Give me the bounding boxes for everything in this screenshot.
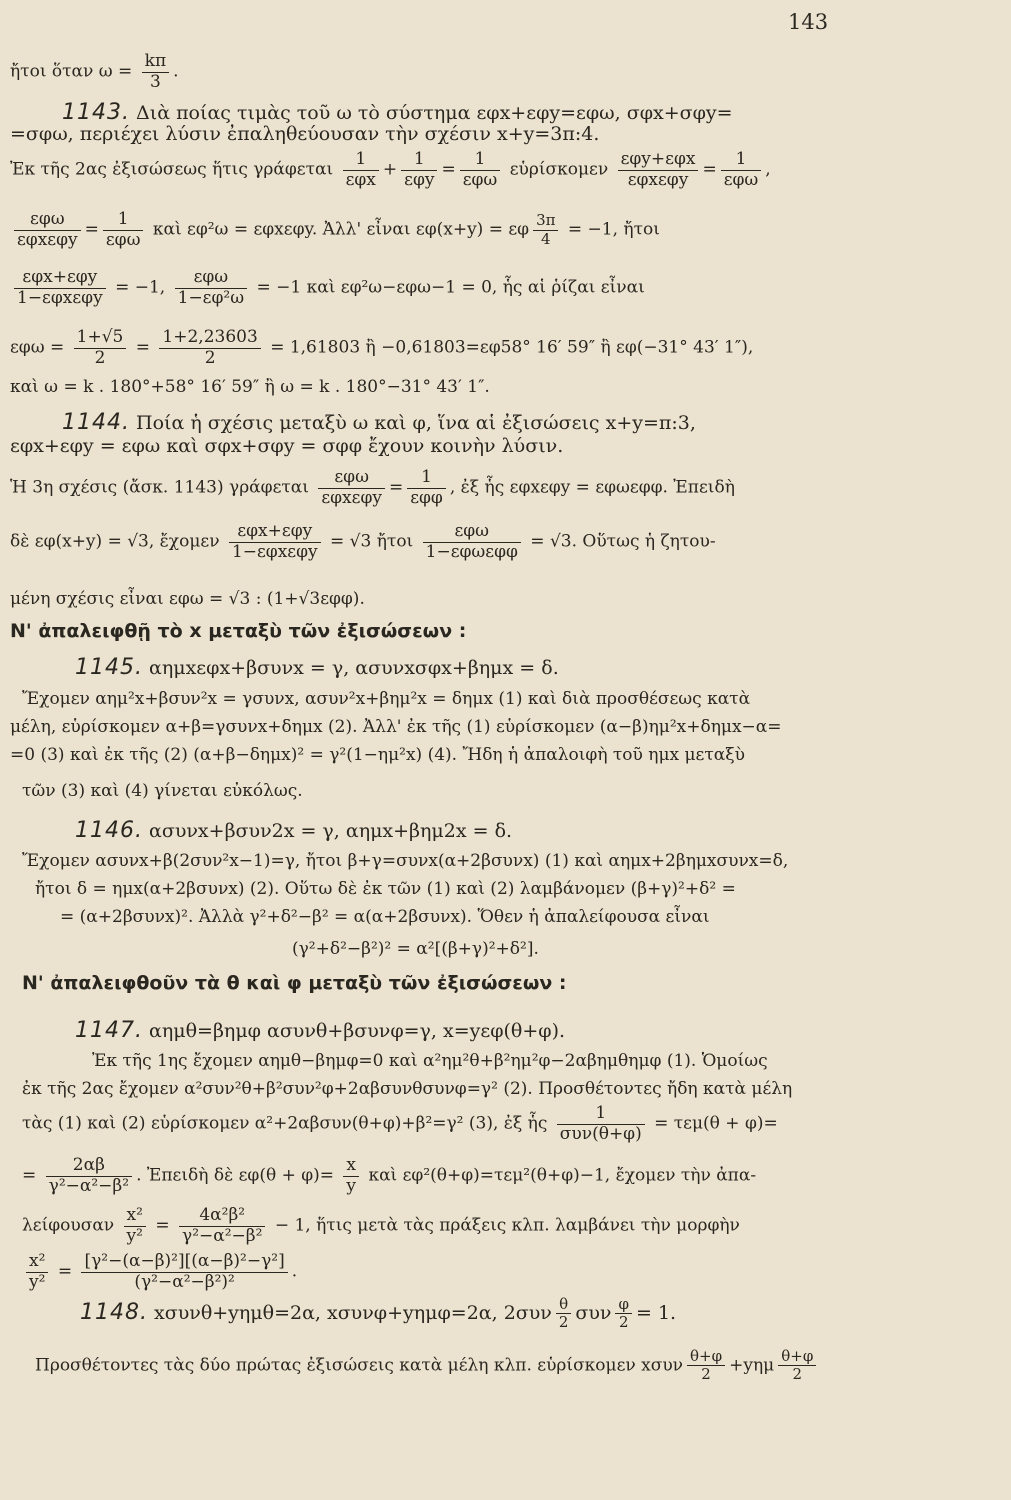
problem-number-1143: 1143.: [62, 100, 130, 125]
problem-1146-line-2: ἤτοι δ = ημx(α+2βσυνx) (2). Οὕτω δὲ ἐκ τῶν (1) καὶ (2) λαμβάνομεν (β+γ)²+δ² =: [35, 879, 736, 899]
problem-1147-line-4: = $\frac{2\alpha\beta}{\text{γ²−α²−β²}}$ . Ἐπειδὴ δὲ εφ(θ + φ)= $\frac{x}{y}$ καὶ εφ²(θ+φ)=τεμ²(θ+φ)−1, ἔχομεν τὴν ἀπα-: [22, 1155, 757, 1196]
problem-1147-line-5: λείφουσαν $\frac{\text{x²}}{\text{y²}}$ = $\frac{\text{4α²β²}}{\text{γ²−α²−β²}}$ − 1, ἥτις μετὰ τὰς πράξεις κλπ. λαμβάνει τὴν μορφὴν: [22, 1205, 740, 1246]
problem-1144-line-5: μένη σχέσις εἶναι εφω = √3 : (1+√3εφφ).: [10, 589, 365, 609]
problem-1147-title: 1147. αημθ=βημφ ασυνθ+βσυνφ=γ, x=yεφ(θ+φ).: [75, 1018, 566, 1043]
problem-number-1147: 1147.: [75, 1018, 143, 1043]
problem-1147-line-2: ἐκ τῆς 2ας ἔχομεν α²συν²θ+β²συν²φ+2αβσυνθσυνφ=γ² (2). Προσθέτοντες ἤδη κατὰ μέλη: [22, 1079, 793, 1099]
problem-number-1146: 1146.: [75, 818, 143, 843]
problem-1146-line-3: = (α+2βσυνx)². Ἀλλὰ γ²+δ²−β² = α(α+2βσυνx). Ὅθεν ἡ ἀπαλείφουσα εἶναι: [60, 907, 710, 927]
problem-number-1148: 1148.: [80, 1299, 148, 1325]
section-heading-1: Ν' ἀπαλειφθῇ τὸ x μεταξὺ τῶν ἐξισώσεων :: [10, 620, 467, 642]
problem-1145-line-4: τῶν (3) καὶ (4) γίνεται εὐκόλως.: [22, 781, 303, 801]
problem-1147-line-1: Ἐκ τῆς 1ης ἔχομεν αημθ−βημφ=0 καὶ α²ημ²θ+β²ημ²φ−2αβημθημφ (1). Ὁμοίως: [92, 1051, 768, 1071]
problem-1145-line-1: Ἔχομεν αημ²x+βσυν²x = γσυνx, ασυν²x+βημ²x = δημx (1) καὶ διὰ προσθέσεως κατὰ: [22, 689, 751, 709]
problem-1148-line-1: Προσθέτοντες τὰς δύο πρώτας ἐξισώσεις κατὰ μέλη κλπ. εὑρίσκομεν xσυν $\frac{\theta+\varphi}{2}$ +yημ $\frac{\theta+\varphi}{2}$: [35, 1348, 820, 1384]
problem-1144-line-3: Ἡ 3η σχέσις (ἄσκ. 1143) γράφεται εφω εφxεφy = 1 εφφ , ἐξ ἧς εφxεφy = εφωεφφ. Ἐπειδὴ: [10, 467, 735, 508]
problem-1143-title-cont: =σφω, περιέχει λύσιν ἐπαληθεύουσαν τὴν σχέσιν x+y=3π:4.: [10, 123, 600, 145]
problem-number-1145: 1145.: [75, 655, 143, 680]
problem-number-1144: 1144.: [62, 410, 130, 435]
intro-text: ἤτοι ὅταν ω =: [10, 61, 133, 82]
problem-1143-title: 1143. Διὰ ποίας τιμὰς τοῦ ω τὸ σύστημα εφx+εφy=εφω, σφx+σφy=: [62, 100, 733, 125]
page-number: 143: [788, 10, 829, 34]
problem-1143-line-5: εφx+εφy 1−εφxεφy = −1, εφω 1−εφ²ω = −1 καὶ εφ²ω−εφω−1 = 0, ἧς αἱ ῥίζαι εἶναι: [10, 268, 645, 308]
intro-line: ἤτοι ὅταν ω = $\frac{k\pi}{3}$ .: [10, 51, 179, 92]
problem-1143-line-7: καὶ ω = k . 180°+58° 16′ 59″ ἢ ω = k . 180°−31° 43′ 1″.: [10, 377, 490, 397]
problem-1144-title: 1144. Ποία ἡ σχέσις μεταξὺ ω καὶ φ, ἵνα αἱ ἐξισώσεις x+y=π:3,: [62, 410, 696, 435]
problem-1145-title: 1145. αημxεφx+βσυνx = γ, ασυνxσφx+βημx = δ.: [75, 655, 559, 680]
problem-1145-line-3: =0 (3) καὶ ἐκ τῆς (2) (α+β−δημx)² = γ²(1−ημ²x) (4). Ἤδη ἡ ἀπαλοιφὴ τοῦ ημx μεταξὺ: [10, 745, 745, 765]
problem-1146-line-1: Ἔχομεν ασυνx+β(2συν²x−1)=γ, ἤτοι β+γ=συνx(α+2βσυνx) (1) καὶ αημx+2βημxσυνx=δ,: [22, 851, 789, 871]
section-heading-2: Ν' ἀπαλειφθοῦν τὰ θ καὶ φ μεταξὺ τῶν ἐξισώσεων :: [22, 972, 567, 994]
problem-1147-line-6: $\frac{\text{x²}}{\text{y²}}$ = $\frac{\text{[γ²−(α−β)²][(α−β)²−γ²]}}{\text{(γ²−α²−β²)²}}$ .: [22, 1252, 297, 1292]
problem-1146-title: 1146. ασυνx+βσυν2x = γ, αημx+βημ2x = δ.: [75, 818, 513, 843]
problem-1145-line-2: μέλη, εὑρίσκομεν α+β=γσυνx+δημx (2). Ἀλλ' ἐκ τῆς (1) εὑρίσκομεν (α−β)ημ²x+δημx−α=: [10, 717, 782, 737]
problem-1146-line-4: (γ²+δ²−β²)² = α²[(β+γ)²+δ²].: [292, 939, 539, 959]
problem-1148-title: 1148. xσυνθ+yημθ=2α, xσυνφ+yημφ=2α, 2συν $\frac{\theta}{2}$ συν $\frac{\varphi}{2}$ = 1.: [80, 1295, 677, 1332]
problem-1143-line-3: Ἐκ τῆς 2ας ἐξισώσεως ἥτις γράφεται 1 εφx + 1 εφy = 1 εφω εὑρίσκομεν εφy+εφx εφxεφy = 1 εφω ,: [10, 149, 771, 190]
problem-1144-line-4: δὲ εφ(x+y) = √3, ἔχομεν εφx+εφy 1−εφxεφy = √3 ἤτοι εφω 1−εφωεφφ = √3. Οὕτως ἡ ζητου-: [10, 521, 716, 562]
fraction-kpi-3: $\frac{k\pi}{3}$: [142, 52, 169, 92]
problem-1143-line-4: εφω εφxεφy = 1 εφω καὶ εφ²ω = εφxεφy. Ἀλλ' εἶναι εφ(x+y) = εφ $\frac{3\pi}{4}$ = −1, ἤτοι: [10, 210, 660, 250]
problem-1147-line-3: τὰς (1) καὶ (2) εὑρίσκομεν α²+2αβσυν(θ+φ)+β²=γ² (3), ἐξ ἧς 1 συν(θ+φ) = τεμ(θ + φ)=: [22, 1103, 778, 1144]
problem-1144-title-cont: εφx+εφy = εφω καὶ σφx+σφy = σφφ ἔχουν κοινὴν λύσιν.: [10, 435, 564, 457]
problem-1143-line-6: εφω = $\frac{1+√5}{2}$ = $\frac{1+2,23603}{2}$ = 1,61803 ἢ −0,61803=εφ58° 16′ 59″ ἢ εφ(−31° 43′ 1″),: [10, 327, 754, 368]
